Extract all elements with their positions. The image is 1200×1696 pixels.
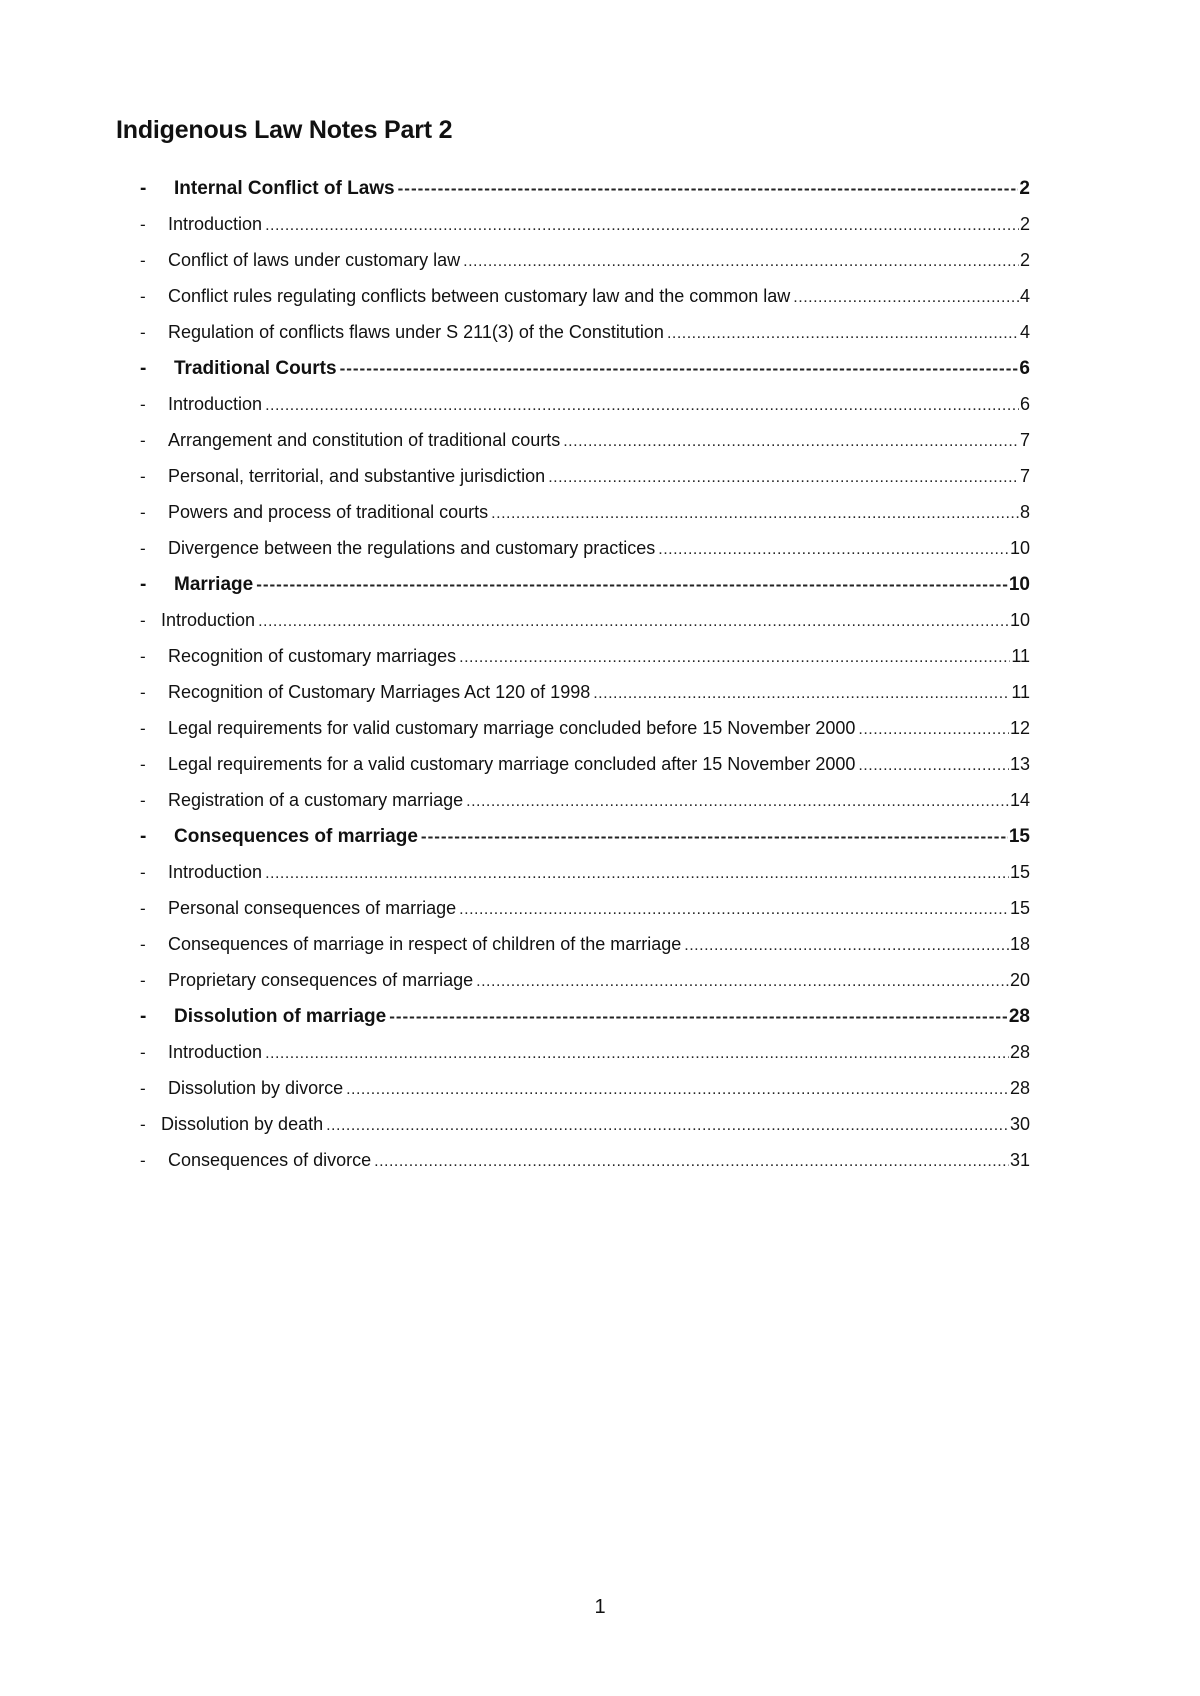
toc-entry-label: Legal requirements for valid customary marriage concluded before 15 November 2000 <box>168 718 856 738</box>
toc-bullet-dash: - <box>140 1043 146 1062</box>
toc-entry <box>140 1114 1030 1144</box>
toc-entry-label: Traditional Courts <box>174 358 337 379</box>
toc-entry <box>140 250 1030 280</box>
toc-entry-label: Divergence between the regulations and customary practices <box>168 538 656 558</box>
toc-leader-dots <box>256 575 1008 595</box>
toc-entry-label: Introduction <box>161 610 256 630</box>
toc-bullet-dash: - <box>140 251 146 270</box>
toc-bullet-dash: - <box>140 178 147 199</box>
toc-entry <box>140 898 1030 928</box>
toc-entry-page-number: 2 <box>1019 214 1030 234</box>
page-number: 1 <box>594 1596 606 1618</box>
toc-entry-label: Registration of a customary marriage <box>168 790 464 810</box>
toc-entry <box>140 754 1030 784</box>
toc-entry-page-number: 2 <box>1019 178 1030 199</box>
toc-bullet-dash: - <box>140 719 146 738</box>
toc-entry-page-number: 15 <box>1009 898 1030 918</box>
toc-entry-page-number: 7 <box>1019 466 1030 486</box>
toc-bullet-dash: - <box>140 935 146 954</box>
toc-entry <box>140 214 1030 244</box>
toc-entry <box>140 1042 1030 1072</box>
toc-entry-page-number: 12 <box>1009 718 1030 738</box>
toc-leader-dots <box>491 505 1019 523</box>
toc-leader-dots <box>459 649 1010 667</box>
toc-entry <box>140 430 1030 460</box>
toc-entry <box>140 790 1030 820</box>
toc-entry <box>140 538 1030 568</box>
toc-entry-page-number: 11 <box>1011 682 1030 702</box>
toc-entry-page-number: 10 <box>1009 610 1030 630</box>
toc-leader-dots <box>326 1117 1009 1135</box>
toc-bullet-dash: - <box>140 215 146 234</box>
toc-entry-page-number: 30 <box>1009 1114 1030 1134</box>
toc-leader-dots <box>346 1081 1009 1099</box>
toc-entry-page-number: 31 <box>1009 1150 1030 1170</box>
toc-entry <box>140 610 1030 640</box>
toc-entry <box>140 718 1030 748</box>
toc-bullet-dash: - <box>140 431 146 450</box>
toc-entry <box>140 466 1030 496</box>
toc-bullet-dash: - <box>140 1006 147 1027</box>
toc-entry-label: Regulation of conflicts flaws under S 211(3) of the Constitution <box>168 322 664 342</box>
toc-entry-label: Introduction <box>168 394 263 414</box>
toc-entry-label: Consequences of divorce <box>168 1150 372 1170</box>
toc-entry <box>140 646 1030 676</box>
toc-bullet-dash: - <box>140 1115 146 1134</box>
toc-bullet-dash: - <box>140 574 147 595</box>
toc-entry-page-number: 7 <box>1019 430 1030 450</box>
toc-leader-dots <box>340 359 1019 379</box>
toc-entry-page-number: 8 <box>1019 502 1030 522</box>
toc-leader-dots <box>548 469 1019 487</box>
toc-entry-label: Personal, territorial, and substantive jurisdiction <box>168 466 546 486</box>
toc-entry-label: Marriage <box>174 574 254 595</box>
toc-entry-label: Recognition of Customary Marriages Act 120 of 1998 <box>168 682 591 702</box>
toc-bullet-dash: - <box>140 539 146 558</box>
toc-bullet-dash: - <box>140 683 146 702</box>
toc-bullet-dash: - <box>140 863 146 882</box>
toc-entry-page-number: 6 <box>1019 394 1030 414</box>
toc-section-entry <box>140 1006 1030 1036</box>
toc-entry-label: Legal requirements for a valid customary marriage concluded after 15 November 2000 <box>168 754 856 774</box>
toc-leader-dots <box>858 721 1009 739</box>
toc-entry <box>140 502 1030 532</box>
toc-leader-dots <box>476 973 1009 991</box>
toc-leader-dots <box>459 901 1009 919</box>
toc-entry-page-number: 4 <box>1019 286 1030 306</box>
toc-leader-dots <box>858 757 1009 775</box>
toc-leader-dots <box>684 937 1009 955</box>
toc-entry <box>140 934 1030 964</box>
toc-section-entry <box>140 826 1030 856</box>
toc-section-entry <box>140 178 1030 208</box>
toc-entry-page-number: 13 <box>1009 754 1030 774</box>
toc-entry-label: Dissolution by death <box>161 1114 324 1134</box>
toc-bullet-dash: - <box>140 395 146 414</box>
toc-bullet-dash: - <box>140 467 146 486</box>
toc-entry-page-number: 2 <box>1019 250 1030 270</box>
toc-leader-dots <box>463 253 1019 271</box>
toc-entry-label: Arrangement and constitution of traditional courts <box>168 430 561 450</box>
toc-entry-label: Introduction <box>168 214 263 234</box>
toc-bullet-dash: - <box>140 503 146 522</box>
toc-bullet-dash: - <box>140 971 146 990</box>
toc-leader-dots <box>667 325 1019 343</box>
toc-entry-page-number: 4 <box>1019 322 1030 342</box>
toc-entry-page-number: 10 <box>1008 574 1030 595</box>
toc-bullet-dash: - <box>140 791 146 810</box>
toc-entry-page-number: 28 <box>1009 1078 1030 1098</box>
document-title: Indigenous Law Notes Part 2 <box>116 116 453 144</box>
toc-entry <box>140 394 1030 424</box>
toc-entry-page-number: 15 <box>1009 862 1030 882</box>
toc-bullet-dash: - <box>140 647 146 666</box>
toc-leader-dots <box>421 827 1008 847</box>
toc-entry-label: Introduction <box>168 1042 263 1062</box>
toc-bullet-dash: - <box>140 611 146 630</box>
toc-leader-dots <box>265 1045 1009 1063</box>
toc-entry-label: Dissolution of marriage <box>174 1006 387 1027</box>
toc-leader-dots <box>265 397 1019 415</box>
toc-entry-page-number: 18 <box>1009 934 1030 954</box>
toc-entry-page-number: 15 <box>1008 826 1030 847</box>
toc-bullet-dash: - <box>140 899 146 918</box>
toc-leader-dots <box>374 1153 1009 1171</box>
toc-entry-label: Recognition of customary marriages <box>168 646 457 666</box>
toc-leader-dots <box>265 217 1019 235</box>
toc-entry-label: Personal consequences of marriage <box>168 898 457 918</box>
toc-entry-label: Proprietary consequences of marriage <box>168 970 474 990</box>
toc-entry-page-number: 20 <box>1009 970 1030 990</box>
toc-leader-dots <box>466 793 1009 811</box>
toc-bullet-dash: - <box>140 287 146 306</box>
toc-entry-label: Consequences of marriage in respect of children of the marriage <box>168 934 682 954</box>
toc-leader-dots <box>265 865 1009 883</box>
toc-leader-dots <box>258 613 1009 631</box>
toc-entry-label: Conflict rules regulating conflicts between customary law and the common law <box>168 286 791 306</box>
toc-bullet-dash: - <box>140 358 147 379</box>
toc-section-entry <box>140 358 1030 388</box>
toc-entry-label: Consequences of marriage <box>174 826 418 847</box>
toc-leader-dots <box>389 1007 1008 1027</box>
toc-entry-label: Dissolution by divorce <box>168 1078 344 1098</box>
toc-bullet-dash: - <box>140 755 146 774</box>
toc-entry <box>140 862 1030 892</box>
toc-leader-dots <box>563 433 1019 451</box>
toc-entry-page-number: 14 <box>1009 790 1030 810</box>
toc-section-entry <box>140 574 1030 604</box>
toc-entry-label: Introduction <box>168 862 263 882</box>
toc-entry <box>140 1078 1030 1108</box>
toc-leader-dots <box>398 179 1019 199</box>
toc-entry <box>140 1150 1030 1180</box>
toc-entry <box>140 286 1030 316</box>
toc-entry-label: Powers and process of traditional courts <box>168 502 489 522</box>
toc-bullet-dash: - <box>140 323 146 342</box>
toc-entry-page-number: 28 <box>1008 1006 1030 1027</box>
toc-entry-page-number: 10 <box>1009 538 1030 558</box>
toc-entry-label: Internal Conflict of Laws <box>174 178 395 199</box>
toc-leader-dots <box>793 289 1019 307</box>
toc-entry-page-number: 6 <box>1019 358 1030 379</box>
toc-bullet-dash: - <box>140 1079 146 1098</box>
toc-entry <box>140 322 1030 352</box>
toc-entry-page-number: 11 <box>1011 646 1030 666</box>
toc-leader-dots <box>658 541 1009 559</box>
toc-entry-label: Conflict of laws under customary law <box>168 250 461 270</box>
toc-entry <box>140 682 1030 712</box>
toc-entry <box>140 970 1030 1000</box>
toc-bullet-dash: - <box>140 1151 146 1170</box>
toc-leader-dots <box>593 685 1010 703</box>
toc-entry-page-number: 28 <box>1009 1042 1030 1062</box>
toc-bullet-dash: - <box>140 826 147 847</box>
